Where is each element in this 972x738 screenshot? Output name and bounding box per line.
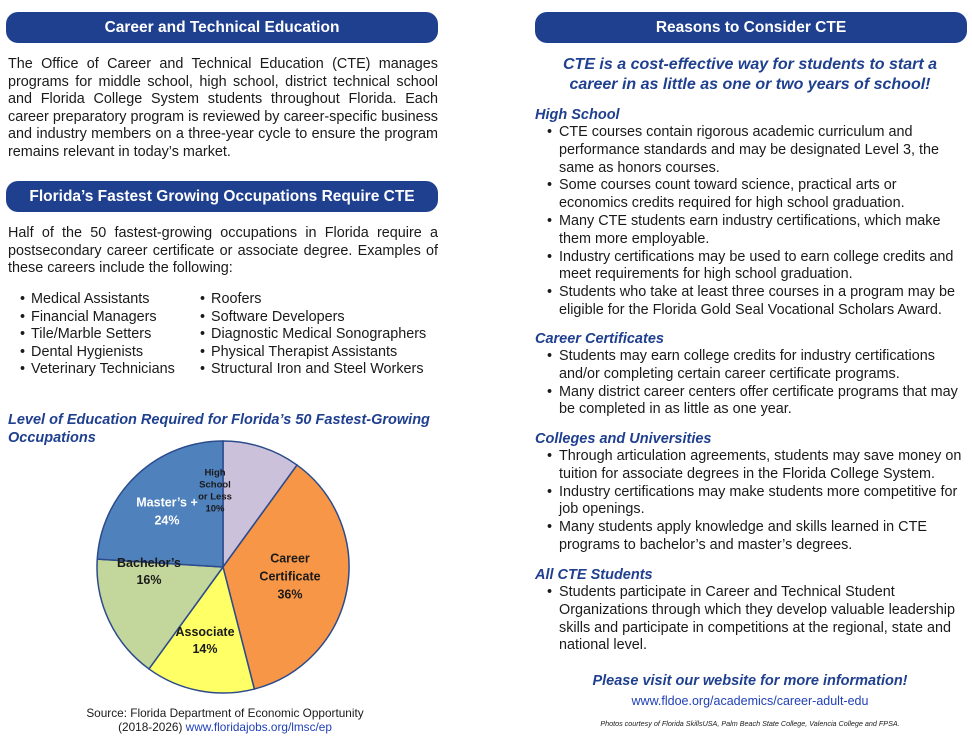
list-item: • Veterinary Technicians	[20, 361, 196, 379]
source-link[interactable]: www.floridajobs.org/lmsc/ep	[185, 720, 332, 734]
all-students-list	[537, 584, 969, 655]
section-heading-colleges: Colleges and Universities	[535, 431, 712, 447]
colleges-list	[537, 448, 969, 555]
cte-description: The Office of Career and Technical Education (CTE) manages programs for middle school, high school, district technical school and Florida College System students throughout Florida. Each career preparatory program is reviewed by career-specific business and industry members on a three-year cycle to ensure the program remains relevant in today’s market.	[8, 56, 438, 160]
source-line2	[40, 720, 410, 734]
list-item: • Industry certifications may make students more competitive for job openings.	[537, 484, 969, 520]
pie-slice-label: High School or Less 10%	[198, 467, 232, 515]
occupations-description: Half of the 50 fastest-growing occupations in Florida require a postsecondary career certificate or associate degree. Examples of these careers include the following:	[8, 225, 438, 277]
chart-source	[40, 706, 410, 734]
list-item: • Students may earn college credits for industry certifications and/or completing certain career certificate programs.	[537, 348, 969, 384]
list-item: • Many district career centers offer certificate programs that may be completed in as little as one year.	[537, 384, 969, 420]
list-item: • Software Developers	[200, 309, 440, 327]
pie-slice-label: Associate 14%	[175, 624, 235, 656]
career-certificates-list	[537, 348, 969, 419]
section-heading-all-students: All CTE Students	[535, 567, 653, 583]
list-item: • Industry certifications may be used to earn college credits and meet requirements for high school graduation.	[537, 249, 969, 285]
education-pie-chart	[88, 432, 358, 702]
list-item: • Many students apply knowledge and skills learned in CTE programs to bachelor’s and master’s degrees.	[537, 519, 969, 555]
section-heading-high-school: High School	[535, 107, 620, 123]
list-item: • Through articulation agreements, students may save money on tuition for associate degrees in the Florida College System.	[537, 448, 969, 484]
section-heading-career-certificates: Career Certificates	[535, 331, 664, 347]
list-item: • Students participate in Career and Technical Student Organizations through which they develop valuable leadership skills and participate in competitions at the regional, state and national level.	[537, 584, 969, 655]
list-item: • CTE courses contain rigorous academic curriculum and performance standards and may be designated Level 3, the same as honors courses.	[537, 124, 969, 177]
list-item: • Structural Iron and Steel Workers	[200, 361, 440, 379]
list-item: • Financial Managers	[20, 309, 196, 327]
pie-slice-label: Bachelor’s 16%	[117, 555, 181, 587]
high-school-list	[537, 124, 969, 320]
list-item: • Many CTE students earn industry certifications, which make them more employable.	[537, 213, 969, 249]
source-line1: Source: Florida Department of Economic Opportunity	[86, 706, 364, 720]
tagline	[530, 55, 970, 94]
careers-list-col1	[20, 291, 196, 379]
list-item: • Some courses count toward science, practical arts or economics credits required for high school graduation.	[537, 177, 969, 213]
list-item: • Physical Therapist Assistants	[200, 344, 440, 362]
list-item: • Roofers	[200, 291, 440, 309]
careers-list-col2	[200, 291, 440, 379]
list-item: • Medical Assistants	[20, 291, 196, 309]
occupations-banner: Florida’s Fastest Growing Occupations Require CTE	[6, 181, 438, 212]
visit-website-text: Please visit our website for more information!	[592, 673, 908, 689]
tagline-line2: career in as little as one or two years of school!	[569, 75, 931, 93]
tagline-line1: CTE is a cost-effective way for students to start a	[562, 56, 938, 73]
chart-title: Level of Education Required for Florida’s 50 Fastest-Growing Occupations	[8, 412, 430, 446]
source-years: (2018-2026)	[118, 720, 183, 734]
list-item: • Dental Hygienists	[20, 344, 196, 362]
website-link[interactable]: www.fldoe.org/academics/career-adult-edu	[631, 694, 869, 708]
reasons-banner: Reasons to Consider CTE	[535, 12, 967, 43]
list-item: • Diagnostic Medical Sonographers	[200, 326, 440, 344]
pie-slice-label: Master’s + 24%	[136, 495, 198, 528]
photo-credits: Photos courtesy of Florida SkillsUSA, Palm Beach State College, Valencia College and FPSA.	[600, 719, 900, 728]
list-item: • Tile/Marble Setters	[20, 326, 196, 344]
pie-slice-label: Career Certificate 36%	[259, 551, 321, 602]
list-item: • Students who take at least three courses in a program may be eligible for the Florida Gold Seal Vocational Scholars Award.	[537, 284, 969, 320]
cte-banner: Career and Technical Education	[6, 12, 438, 43]
